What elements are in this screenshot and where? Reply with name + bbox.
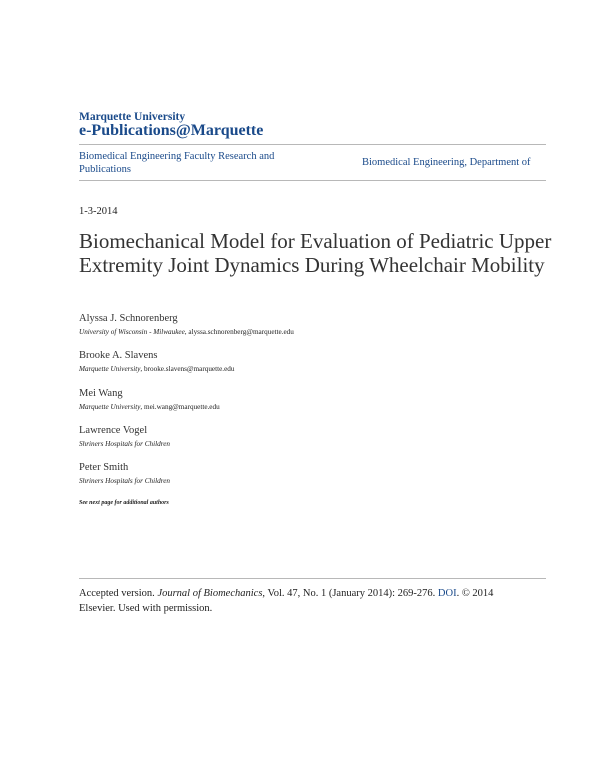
author-institution: Marquette University	[79, 403, 141, 411]
author-name: Mei Wang	[79, 388, 123, 399]
series-link[interactable]: Biomedical Engineering Faculty Research and Publications	[79, 151, 275, 175]
author-affiliation	[79, 477, 170, 485]
document-title: Biomechanical Model for Evaluation of Pediatric Upper Extremity Joint Dynamics During Wheelchair Mobility	[79, 229, 552, 277]
repository-name[interactable]: e-Publications@Marquette	[79, 122, 264, 139]
citation-details: , Vol. 47, No. 1 (January 2014): 269-276.	[262, 588, 438, 599]
additional-authors-link[interactable]: See next page for additional authors	[79, 500, 169, 506]
header-divider-bottom	[79, 180, 546, 181]
author-institution: Shriners Hospitals for Children	[79, 440, 170, 448]
author-affiliation	[79, 328, 294, 336]
author-email: , mei.wang@marquette.edu	[140, 403, 220, 411]
university-name: Marquette University	[79, 111, 186, 123]
author-institution: University of Wisconsin - Milwaukee	[79, 328, 185, 336]
author-affiliation	[79, 403, 220, 411]
author-email: , brooke.slavens@marquette.edu	[140, 365, 235, 373]
author-name: Peter Smith	[79, 462, 129, 473]
citation	[79, 586, 519, 616]
author-institution: Marquette University	[79, 365, 141, 373]
citation-prefix: Accepted version.	[79, 588, 158, 599]
author-name: Alyssa J. Schnorenberg	[79, 313, 178, 324]
department-link[interactable]: Biomedical Engineering, Department of	[362, 157, 531, 168]
author-institution: Shriners Hospitals for Children	[79, 477, 170, 485]
citation-divider	[79, 578, 546, 579]
doi-link[interactable]: DOI	[437, 588, 457, 599]
author-name: Brooke A. Slavens	[79, 350, 158, 361]
citation-journal: Journal of Biomechanics	[157, 588, 263, 599]
header-divider-top	[79, 144, 546, 145]
citation-suffix: . © 2014 Elsevier. Used with permission.	[79, 588, 494, 614]
author-affiliation	[79, 365, 234, 373]
publication-date: 1-3-2014	[79, 206, 118, 217]
author-email: , alyssa.schnorenberg@marquette.edu	[184, 328, 294, 336]
author-name: Lawrence Vogel	[79, 425, 148, 436]
author-affiliation	[79, 440, 170, 448]
